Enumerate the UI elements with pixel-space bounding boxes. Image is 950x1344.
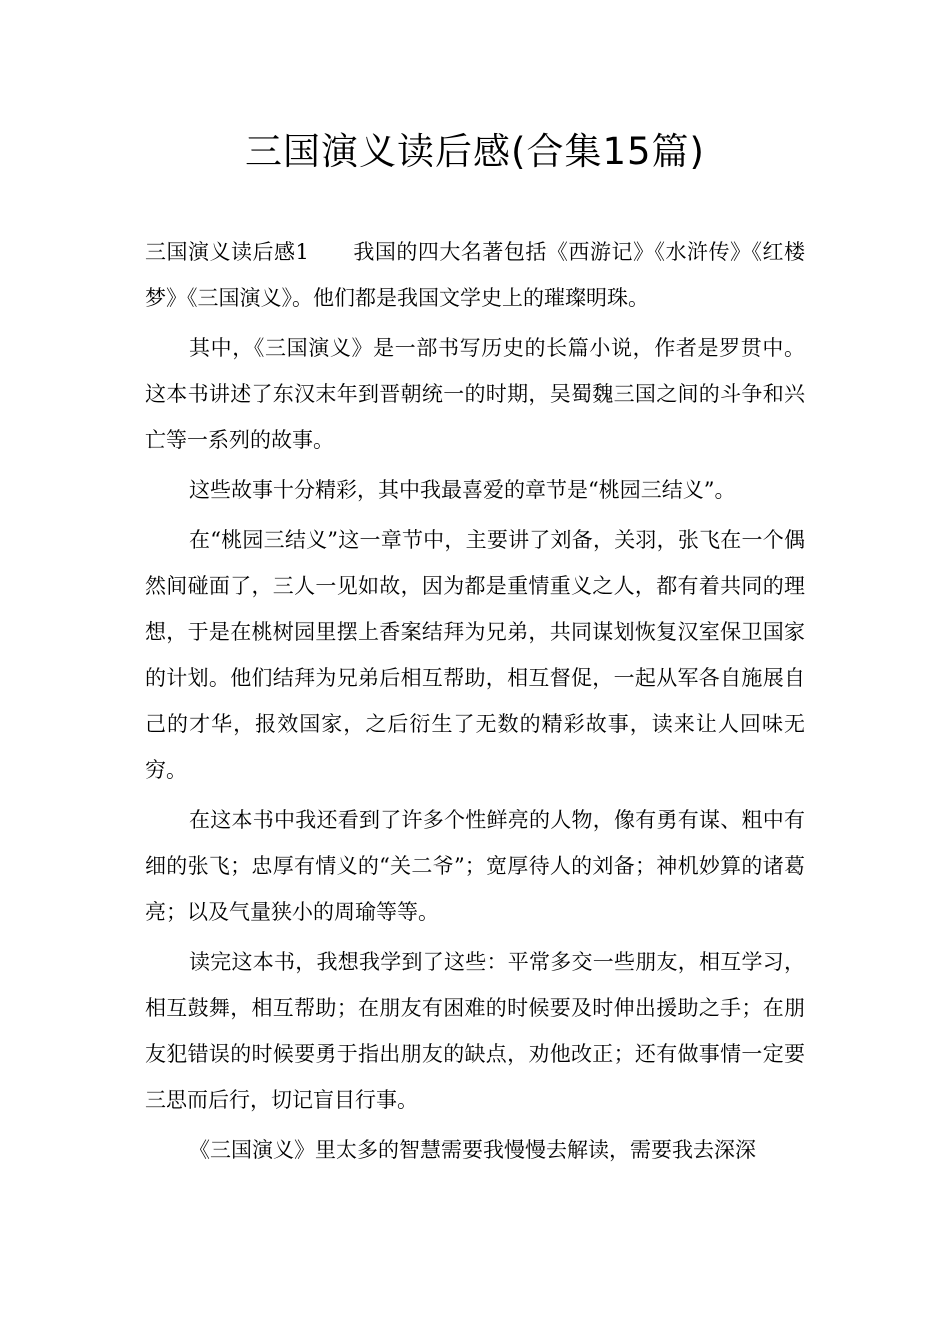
- paragraph-6: 读完这本书，我想我学到了这些：平常多交一些朋友，相互学习，相互鼓舞，相互帮助；在朋友有困难的时候要及时伸出援助之手；在朋友犯错误的时候要勇于指出朋友的缺点，劝他改正；还有做事情一定要三思而后行，切记盲目行事。: [145, 950, 805, 1112]
- paragraph-5: 在这本书中我还看到了许多个性鲜亮的人物，像有勇有谋、粗中有细的张飞；忠厚有情义的“关二爷”；宽厚待人的刘备；神机妙算的诸葛亮；以及气量狭小的周瑜等等。: [145, 808, 805, 924]
- essay-label: 三国演义读后感1: [145, 240, 309, 264]
- paragraph-1: [145, 229, 805, 321]
- paragraph-2: 其中，《三国演义》是一部书写历史的长篇小说，作者是罗贯中。这本书讲述了东汉末年到晋朝统一的时期，吴蜀魏三国之间的斗争和兴亡等一系列的故事。: [145, 336, 805, 452]
- paragraph-7: 《三国演义》里太多的智慧需要我慢慢去解读，需要我去深深: [189, 1138, 756, 1162]
- paragraph-4: 在“桃园三结义”这一章节中，主要讲了刘备，关羽，张飞在一个偶然间碰面了，三人一见如故，因为都是重情重义之人，都有着共同的理想，于是在桃树园里摆上香案结拜为兄弟，共同谋划恢复汉室保卫国家的计划。他们结拜为兄弟后相互帮助，相互督促，一起从军各自施展自己的才华，报效国家，之后衍生了无数的精彩故事，读来让人回味无穷。: [145, 528, 805, 782]
- paragraph-1-text: 我国的四大名著包括《西游记》《水浒传》《红楼梦》《三国演义》。他们都是我国文学史上的璀璨明珠。: [145, 240, 805, 310]
- paragraph-3: 这些故事十分精彩，其中我最喜爱的章节是“桃园三结义”。: [189, 478, 736, 502]
- document-title: 三国演义读后感(合集15篇): [245, 130, 705, 173]
- document-body: [145, 229, 805, 1177]
